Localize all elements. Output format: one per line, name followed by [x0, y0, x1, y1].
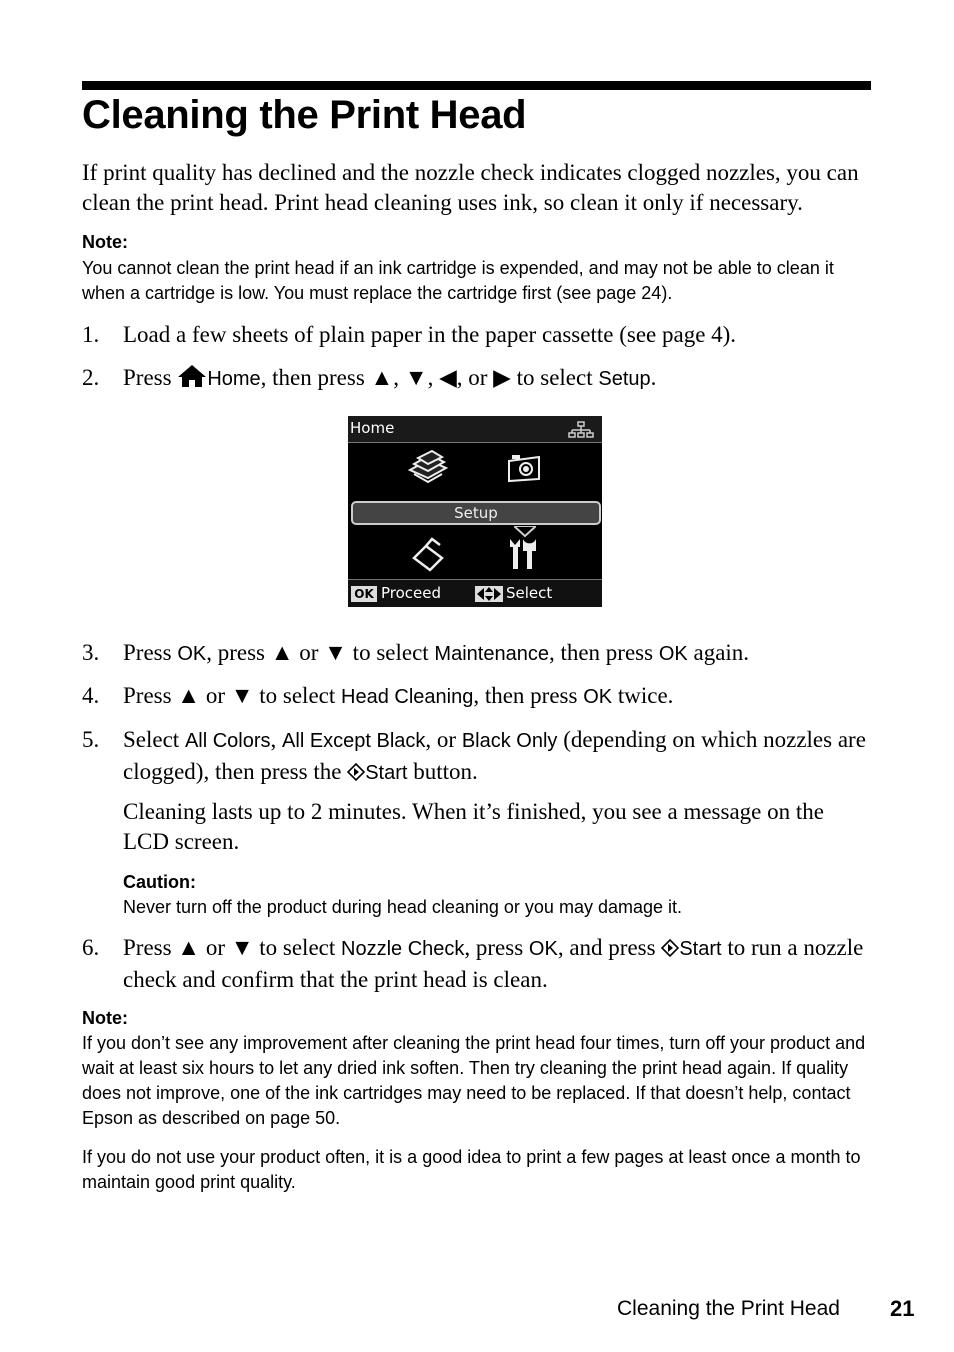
- caution-text: Never turn off the product during head cleaning or you may damage it.: [123, 897, 683, 917]
- start-key: Start: [365, 761, 408, 784]
- all-colors-option: All Colors: [184, 730, 271, 752]
- footer-section-title: Cleaning the Print Head: [617, 1297, 840, 1320]
- tip-paragraph: If you do not use your product often, it is a good idea to print a few pages at least once a month to maintain good print quality.: [82, 1147, 861, 1192]
- lcd-screen: [348, 416, 602, 607]
- nozzle-check-menu: Nozzle Check: [341, 938, 465, 960]
- step-number: 4.: [82, 683, 100, 708]
- lcd-setup-label: Setup: [454, 504, 498, 522]
- head-cleaning-menu: Head Cleaning: [341, 686, 474, 708]
- maintenance-menu: Maintenance: [434, 643, 549, 665]
- start-icon: [661, 935, 679, 965]
- step-number: 1.: [82, 322, 100, 347]
- ok-key: OK: [658, 643, 688, 665]
- header-rule: [82, 81, 871, 90]
- step-number: 3.: [82, 640, 100, 665]
- note-label: Note:: [82, 1008, 128, 1028]
- setup-key: Setup: [598, 368, 651, 390]
- page-number: 21: [890, 1296, 915, 1321]
- note-text: If you don’t see any improvement after cleaning the print head four times, turn off your product and wait at least six hours to let any dried ink soften. Then try cleaning the print head again. If quality does not improve, one of the ink cartridges may need to be replaced. If that doesn’t help, contact Epson as described on page 50.: [82, 1033, 866, 1128]
- step-text: Press OK, press ▲ or ▼ to select Maintenance, then press OK again.: [123, 640, 750, 665]
- step-text: Select All Colors, All Except Black, or Black Only (depending on which nozzles are clogged), then press the Start button.: [123, 725, 873, 788]
- step-number: 2.: [82, 365, 100, 390]
- lcd-title: Home: [350, 419, 395, 437]
- network-icon: [568, 421, 594, 443]
- step-text: Load a few sheets of plain paper in the paper cassette (see page 4).: [123, 322, 737, 347]
- lcd-select-label: Select: [506, 584, 553, 602]
- copy-icon: [406, 448, 450, 492]
- intro-paragraph: If print quality has declined and the nozzle check indicates clogged nozzles, you can clean the print head. Print head cleaning uses ink, so clean it only if necessary.: [82, 160, 859, 215]
- start-icon: [347, 759, 365, 789]
- ok-key: OK: [177, 643, 207, 665]
- step-5-detail: Cleaning lasts up to 2 minutes. When it’s finished, you see a message on the LCD screen.: [123, 799, 824, 854]
- scan-icon: [410, 536, 446, 578]
- home-icon: [177, 364, 207, 396]
- step-text: Press Home, then press ▲, ▼, ◀, or ▶ to select Setup.: [123, 363, 873, 396]
- ok-key: OK: [528, 938, 558, 960]
- caution-label: Caution:: [123, 872, 196, 892]
- step-text: Press ▲ or ▼ to select Nozzle Check, press OK, and press Start to run a nozzle check and confirm that the print head is clean.: [123, 935, 864, 992]
- note-label: Note:: [82, 232, 128, 252]
- ok-key: OK: [583, 686, 613, 708]
- lcd-header: [348, 416, 602, 443]
- step-number: 6.: [82, 935, 100, 960]
- home-key: Home: [207, 368, 261, 390]
- lcd-footer: [348, 579, 602, 607]
- step-text: Press ▲ or ▼ to select Head Cleaning, then press OK twice.: [123, 683, 674, 708]
- black-only-option: Black Only: [461, 730, 558, 752]
- setup-tools-icon: [508, 537, 538, 575]
- lcd-ok-badge: OK: [351, 586, 377, 602]
- arrow-keys-icon: [475, 586, 503, 602]
- step-number: 5.: [82, 727, 100, 752]
- start-key: Start: [679, 938, 722, 960]
- all-except-black-option: All Except Black: [282, 730, 426, 752]
- lcd-proceed-label: Proceed: [381, 584, 442, 602]
- page-title: Cleaning the Print Head: [82, 93, 527, 137]
- lcd-setup-highlight: [351, 501, 601, 525]
- note-text: You cannot clean the print head if an ink cartridge is expended, and may not be able to clean it when a cartridge is low. You must replace the cartridge first (see page 24).: [82, 258, 834, 303]
- photo-camera-icon: [506, 452, 542, 488]
